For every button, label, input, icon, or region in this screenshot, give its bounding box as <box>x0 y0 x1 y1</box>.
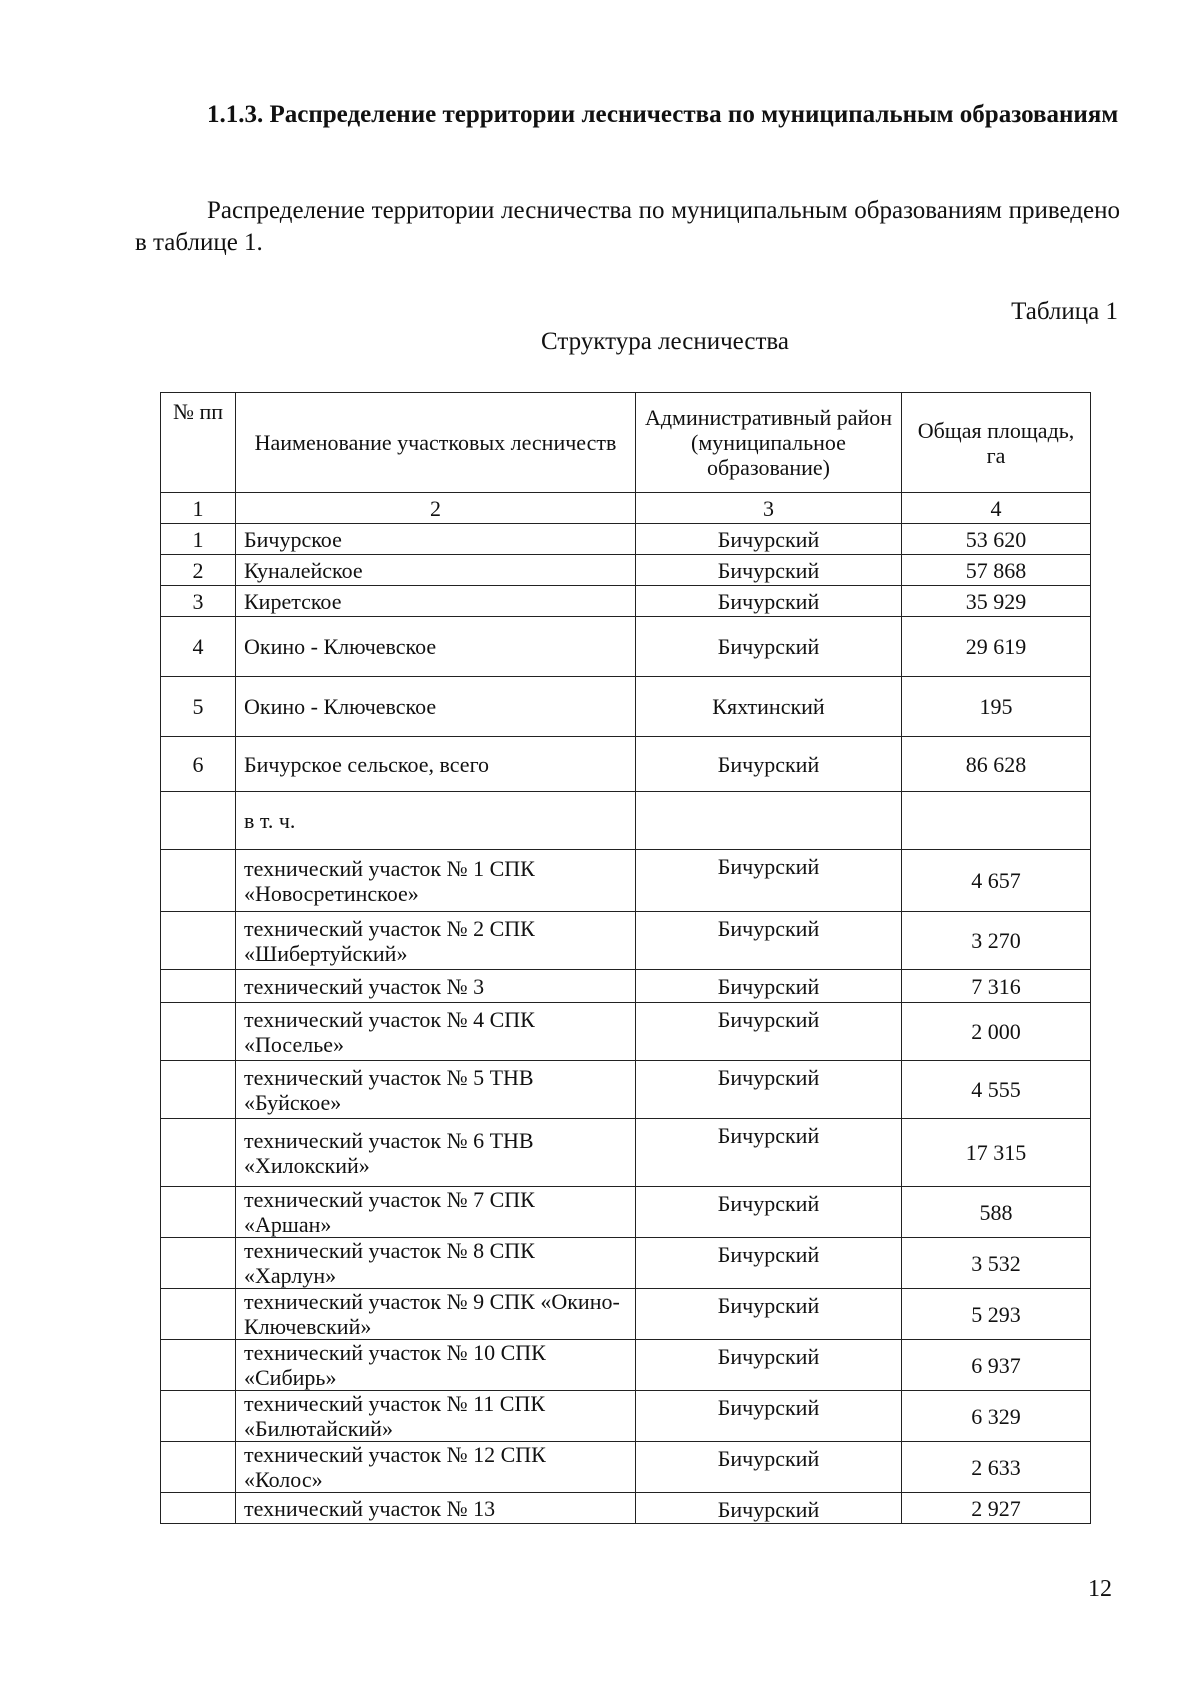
row-area: 4 555 <box>902 1061 1091 1119</box>
row-num <box>161 1442 236 1493</box>
column-number-2: 2 <box>236 493 636 524</box>
header-name: Наименование участковых лесничеств <box>236 393 636 493</box>
row-name: Окино - Ключевское <box>236 677 636 737</box>
row-name: Окино - Ключевское <box>236 617 636 677</box>
row-name: Киретское <box>236 586 636 617</box>
row-name: технический участок № 5 ТНВ «Буйское» <box>236 1061 636 1119</box>
row-area: 6 937 <box>902 1340 1091 1391</box>
column-number-1: 1 <box>161 493 236 524</box>
table-row <box>161 524 1091 555</box>
row-district <box>636 792 902 850</box>
table-row <box>161 1340 1091 1391</box>
table-row <box>161 1289 1091 1340</box>
row-district: Бичурский <box>636 912 902 970</box>
intro-paragraph: Распределение территории лесничества по муниципальным образованиям приведено в таблице 1. <box>135 197 1120 256</box>
section-heading: 1.1.3. Распределение территории лесничества по муниципальным образованиям <box>207 101 1119 128</box>
row-name: технический участок № 11 СПК «Билютайский» <box>236 1391 636 1442</box>
row-num <box>161 1003 236 1061</box>
row-area: 6 329 <box>902 1391 1091 1442</box>
row-area: 195 <box>902 677 1091 737</box>
row-num <box>161 1187 236 1238</box>
row-name: Куналейское <box>236 555 636 586</box>
row-name: технический участок № 1 СПК «Новосретинское» <box>236 850 636 912</box>
table-row <box>161 850 1091 912</box>
row-area: 2 000 <box>902 1003 1091 1061</box>
row-name: технический участок № 8 СПК «Харлун» <box>236 1238 636 1289</box>
row-area: 2 927 <box>902 1493 1091 1524</box>
row-district: Бичурский <box>636 586 902 617</box>
row-num: 6 <box>161 737 236 792</box>
row-district: Бичурский <box>636 617 902 677</box>
row-district: Бичурский <box>636 737 902 792</box>
row-num <box>161 970 236 1003</box>
row-district: Бичурский <box>636 1061 902 1119</box>
table-row <box>161 555 1091 586</box>
row-district: Бичурский <box>636 1119 902 1187</box>
row-name: технический участок № 10 СПК «Сибирь» <box>236 1340 636 1391</box>
row-area: 17 315 <box>902 1119 1091 1187</box>
row-area: 35 929 <box>902 586 1091 617</box>
row-num <box>161 1119 236 1187</box>
row-name: технический участок № 12 СПК «Колос» <box>236 1442 636 1493</box>
table-row <box>161 1442 1091 1493</box>
row-district: Бичурский <box>636 1238 902 1289</box>
row-num: 4 <box>161 617 236 677</box>
row-num <box>161 1289 236 1340</box>
row-name: Бичурское сельское, всего <box>236 737 636 792</box>
table-row <box>161 1003 1091 1061</box>
table-row <box>161 792 1091 850</box>
row-name: технический участок № 2 СПК «Шибертуйский» <box>236 912 636 970</box>
table-label: Таблица 1 <box>1011 298 1118 325</box>
row-district: Бичурский <box>636 1003 902 1061</box>
row-area <box>902 792 1091 850</box>
table-row <box>161 737 1091 792</box>
row-num <box>161 1238 236 1289</box>
row-name: технический участок № 7 СПК «Аршан» <box>236 1187 636 1238</box>
table-title: Структура лесничества <box>541 328 789 355</box>
row-num: 3 <box>161 586 236 617</box>
table-row <box>161 677 1091 737</box>
table-row <box>161 617 1091 677</box>
row-num <box>161 1493 236 1524</box>
row-name: технический участок № 9 СПК «Окино-Ключевский» <box>236 1289 636 1340</box>
page-number: 12 <box>1088 1576 1112 1602</box>
row-area: 4 657 <box>902 850 1091 912</box>
row-area: 57 868 <box>902 555 1091 586</box>
row-num: 5 <box>161 677 236 737</box>
header-num: № пп <box>161 393 236 493</box>
row-num <box>161 912 236 970</box>
row-name: Бичурское <box>236 524 636 555</box>
row-district: Бичурский <box>636 555 902 586</box>
row-name: в т. ч. <box>236 792 636 850</box>
row-name: технический участок № 13 <box>236 1493 636 1524</box>
row-area: 3 532 <box>902 1238 1091 1289</box>
row-district: Бичурский <box>636 1289 902 1340</box>
row-num: 1 <box>161 524 236 555</box>
forestry-structure-table <box>160 392 1091 1524</box>
row-area: 86 628 <box>902 737 1091 792</box>
row-num <box>161 1391 236 1442</box>
table-row <box>161 912 1091 970</box>
row-district: Кяхтинский <box>636 677 902 737</box>
row-district: Бичурский <box>636 1442 902 1493</box>
row-area: 3 270 <box>902 912 1091 970</box>
table-header-row <box>161 393 1091 493</box>
table-row <box>161 970 1091 1003</box>
row-district: Бичурский <box>636 1340 902 1391</box>
row-area: 29 619 <box>902 617 1091 677</box>
row-num: 2 <box>161 555 236 586</box>
row-district: Бичурский <box>636 524 902 555</box>
table-row <box>161 1187 1091 1238</box>
row-area: 5 293 <box>902 1289 1091 1340</box>
table-row <box>161 1061 1091 1119</box>
column-number-3: 3 <box>636 493 902 524</box>
row-district: Бичурский <box>636 1493 902 1524</box>
row-num <box>161 1340 236 1391</box>
column-number-4: 4 <box>902 493 1091 524</box>
row-name: технический участок № 6 ТНВ «Хилокский» <box>236 1119 636 1187</box>
header-district: Административный район (муниципальное образование) <box>636 393 902 493</box>
row-district: Бичурский <box>636 1391 902 1442</box>
row-num <box>161 792 236 850</box>
row-area: 7 316 <box>902 970 1091 1003</box>
row-area: 2 633 <box>902 1442 1091 1493</box>
row-district: Бичурский <box>636 970 902 1003</box>
row-num <box>161 850 236 912</box>
header-area: Общая площадь, га <box>902 393 1091 493</box>
table-row <box>161 1391 1091 1442</box>
row-area: 53 620 <box>902 524 1091 555</box>
row-district: Бичурский <box>636 850 902 912</box>
table-row <box>161 1493 1091 1524</box>
table-row <box>161 1238 1091 1289</box>
table-row <box>161 586 1091 617</box>
row-name: технический участок № 4 СПК «Поселье» <box>236 1003 636 1061</box>
row-district: Бичурский <box>636 1187 902 1238</box>
row-num <box>161 1061 236 1119</box>
row-area: 588 <box>902 1187 1091 1238</box>
row-name: технический участок № 3 <box>236 970 636 1003</box>
column-number-row <box>161 493 1091 524</box>
table-row <box>161 1119 1091 1187</box>
